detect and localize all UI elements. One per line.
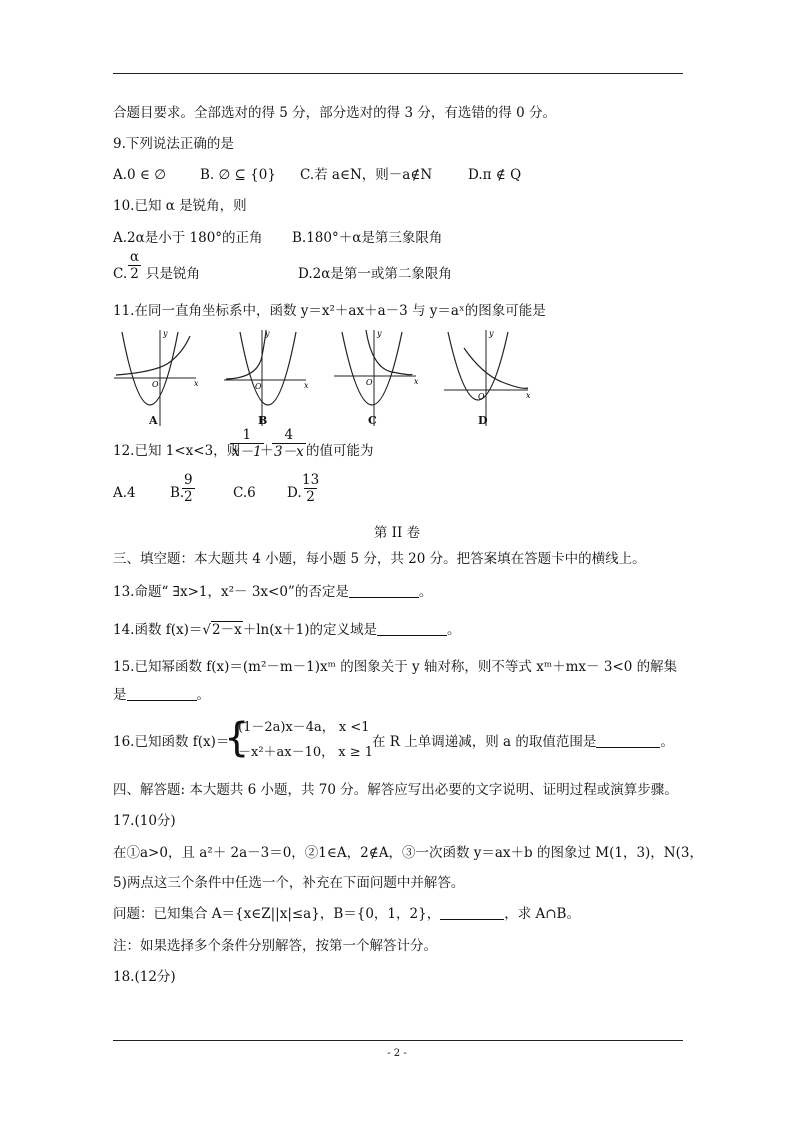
fraction-denominator: x－1 <box>232 444 262 460</box>
q10-option-a: A.2α是小于 180°的正角 <box>113 230 263 246</box>
q12-option-c: C.6 <box>233 485 256 501</box>
q17-question-prefix: 问题：已知集合 A＝{x∈Z||x|≤a}，B＝{0，1，2}， <box>113 906 441 922</box>
graph-b <box>222 328 312 428</box>
q16-brace: { <box>224 715 250 761</box>
q14-end: 。 <box>446 622 461 638</box>
q12-option-a: A.4 <box>113 485 136 501</box>
q10-stem: 10.已知 α 是锐角，则 <box>113 198 247 214</box>
fraction-numerator: 4 <box>284 427 294 443</box>
q16-suffix-text <box>372 733 674 751</box>
fraction-denominator: 2 <box>306 489 315 505</box>
section3-heading: 三、填空题：本大题共 4 小题，每小题 5 分，共 20 分。把答案填在答题卡中的横线上。 <box>113 551 646 567</box>
q16-case-2: －x²＋ax－10， x ≥ 1 <box>238 745 374 760</box>
graph-a-label: A <box>149 414 158 427</box>
graph-d-label: D <box>478 414 488 427</box>
fraction-denominator: 2 <box>130 266 139 282</box>
bottom-rule <box>113 1040 683 1041</box>
q17-line1: 在①a>0，且 a²＋ 2a－3＝0，②1∈A，2∉A，③一次函数 y＝ax＋b 的图象过 M(1，3)，N(3， <box>113 845 703 861</box>
exponential-curve <box>464 348 528 388</box>
q9-stem: 9.下列说法正确的是 <box>113 136 234 152</box>
q17-note: 注：如果选择多个条件分别解答，按第一个解答计分。 <box>113 938 437 954</box>
q11-stem: 11.在同一直角坐标系中，函数 y＝x²＋ax＋a－3 与 y＝aˣ的图象可能是 <box>113 303 546 319</box>
axis-x-label: x <box>194 379 199 388</box>
q10-option-b: B.180°＋α是第三象限角 <box>292 230 443 246</box>
fraction-numerator: 9 <box>184 472 193 488</box>
q9-option-b: B. ∅ ⊆ {0} <box>200 167 276 183</box>
q13-answer-blank[interactable] <box>349 583 419 598</box>
q12-fraction-1 <box>230 427 264 460</box>
parabola-curve <box>342 332 402 405</box>
axis-x-label: x <box>304 381 309 390</box>
q16-answer-blank[interactable] <box>596 733 660 748</box>
q12-option-d-fraction <box>300 472 321 505</box>
graph-c <box>332 328 422 428</box>
fraction-denominator: 3－x <box>274 444 304 460</box>
q12-stem-suffix: 的值可能为 <box>306 443 374 459</box>
q14-middle: ＋ln(x＋1)的定义域是 <box>242 622 377 638</box>
graph-d <box>442 328 532 428</box>
q10-option-c-fraction <box>128 249 141 282</box>
exponential-curve <box>366 330 412 375</box>
q12-option-b-fraction <box>182 472 195 505</box>
q10-option-c-prefix: C. <box>113 266 128 282</box>
q15-line2 <box>113 686 210 704</box>
q15-end: 。 <box>196 687 210 703</box>
q16-prefix: 16.已知函数 f(x)＝ <box>113 734 230 750</box>
q12-fraction-2 <box>272 427 306 460</box>
q16-suffix: 在 R 上单调递减，则 a 的取值范围是 <box>372 734 597 750</box>
sqrt-sign: √ <box>202 622 212 638</box>
origin-label: O <box>255 382 262 391</box>
axis-y-label: y <box>265 329 270 338</box>
q17-line2: 5)两点这三个条件中任选一个，补充在下面问题中并解答。 <box>113 875 465 891</box>
q13-text <box>113 583 432 601</box>
parabola-curve <box>240 332 296 405</box>
q9-option-a: A.0 ∈ ∅ <box>113 167 166 183</box>
q13-end: 。 <box>418 584 433 600</box>
q14-prefix: 14.函数 f(x)＝ <box>113 622 203 638</box>
q18-header: 18.(12分) <box>113 969 176 985</box>
fraction-numerator: 1 <box>242 427 252 443</box>
q14-sqrt-content: 2－x <box>212 622 242 638</box>
q13-stem: 13.命题“ ∃x>1，x²－ 3x<0”的否定是 <box>113 584 349 600</box>
top-rule <box>113 73 683 74</box>
q16-case-1: (1－2a)x－4a， x <1 <box>238 720 370 735</box>
q14-answer-blank[interactable] <box>377 621 447 636</box>
section4-heading: 四、解答题: 本大题共 6 小题，共 70 分。解答应写出必要的文字说明、证明过程或演算步骤。 <box>113 782 678 798</box>
fraction-numerator: α <box>130 249 140 265</box>
q15-line2-prefix: 是 <box>113 687 127 703</box>
origin-label: O <box>366 378 373 387</box>
q12-stem-prefix: 12.已知 1<x<3，则 <box>113 443 241 459</box>
graph-c-label: C <box>368 414 377 427</box>
q10-option-d: D.2α是第一或第二象限角 <box>298 266 452 282</box>
axis-y-label: y <box>377 329 382 338</box>
q9-option-c: C.若 a∈N，则－a∉N <box>300 167 433 183</box>
part2-title: 第 II 卷 <box>373 525 421 541</box>
fraction-numerator: 13 <box>302 472 320 488</box>
q17-question <box>113 905 580 923</box>
fraction-denominator: 2 <box>184 489 193 505</box>
intro-text: 合题目要求。全部选对的得 5 分，部分选对的得 3 分，有选错的得 0 分。 <box>113 105 557 121</box>
q12-option-b-prefix: B. <box>170 485 185 501</box>
axis-y-label: y <box>163 329 168 338</box>
q12-option-d-prefix: D. <box>287 485 302 501</box>
q14-text <box>113 621 460 639</box>
q16-end: 。 <box>660 734 674 750</box>
axis-x-label: x <box>414 377 419 386</box>
q17-question-suffix: ，求 A∩B。 <box>504 906 580 922</box>
axis-y-label: y <box>489 329 494 338</box>
exponential-curve <box>226 330 266 379</box>
graph-a <box>112 328 202 428</box>
parabola-curve <box>122 332 178 405</box>
q10-option-c-suffix: 只是锐角 <box>146 266 200 282</box>
graph-b-label: B <box>258 414 268 427</box>
q17-condition-blank[interactable] <box>440 905 504 920</box>
page-number: - 2 - <box>387 1048 407 1059</box>
q12-plus: ＋ <box>260 443 274 459</box>
q9-option-d: D.π ∉ Q <box>468 167 522 183</box>
q17-header: 17.(10分) <box>113 813 176 829</box>
axis-x-label: x <box>526 391 531 400</box>
q15-line1: 15.已知幂函数 f(x)＝(m²－m－1)xᵐ 的图象关于 y 轴对称，则不等式 xᵐ＋mx－ 3<0 的解集 <box>113 659 678 675</box>
origin-label: O <box>152 380 159 389</box>
q15-answer-blank[interactable] <box>127 686 197 701</box>
origin-label: O <box>478 392 485 401</box>
